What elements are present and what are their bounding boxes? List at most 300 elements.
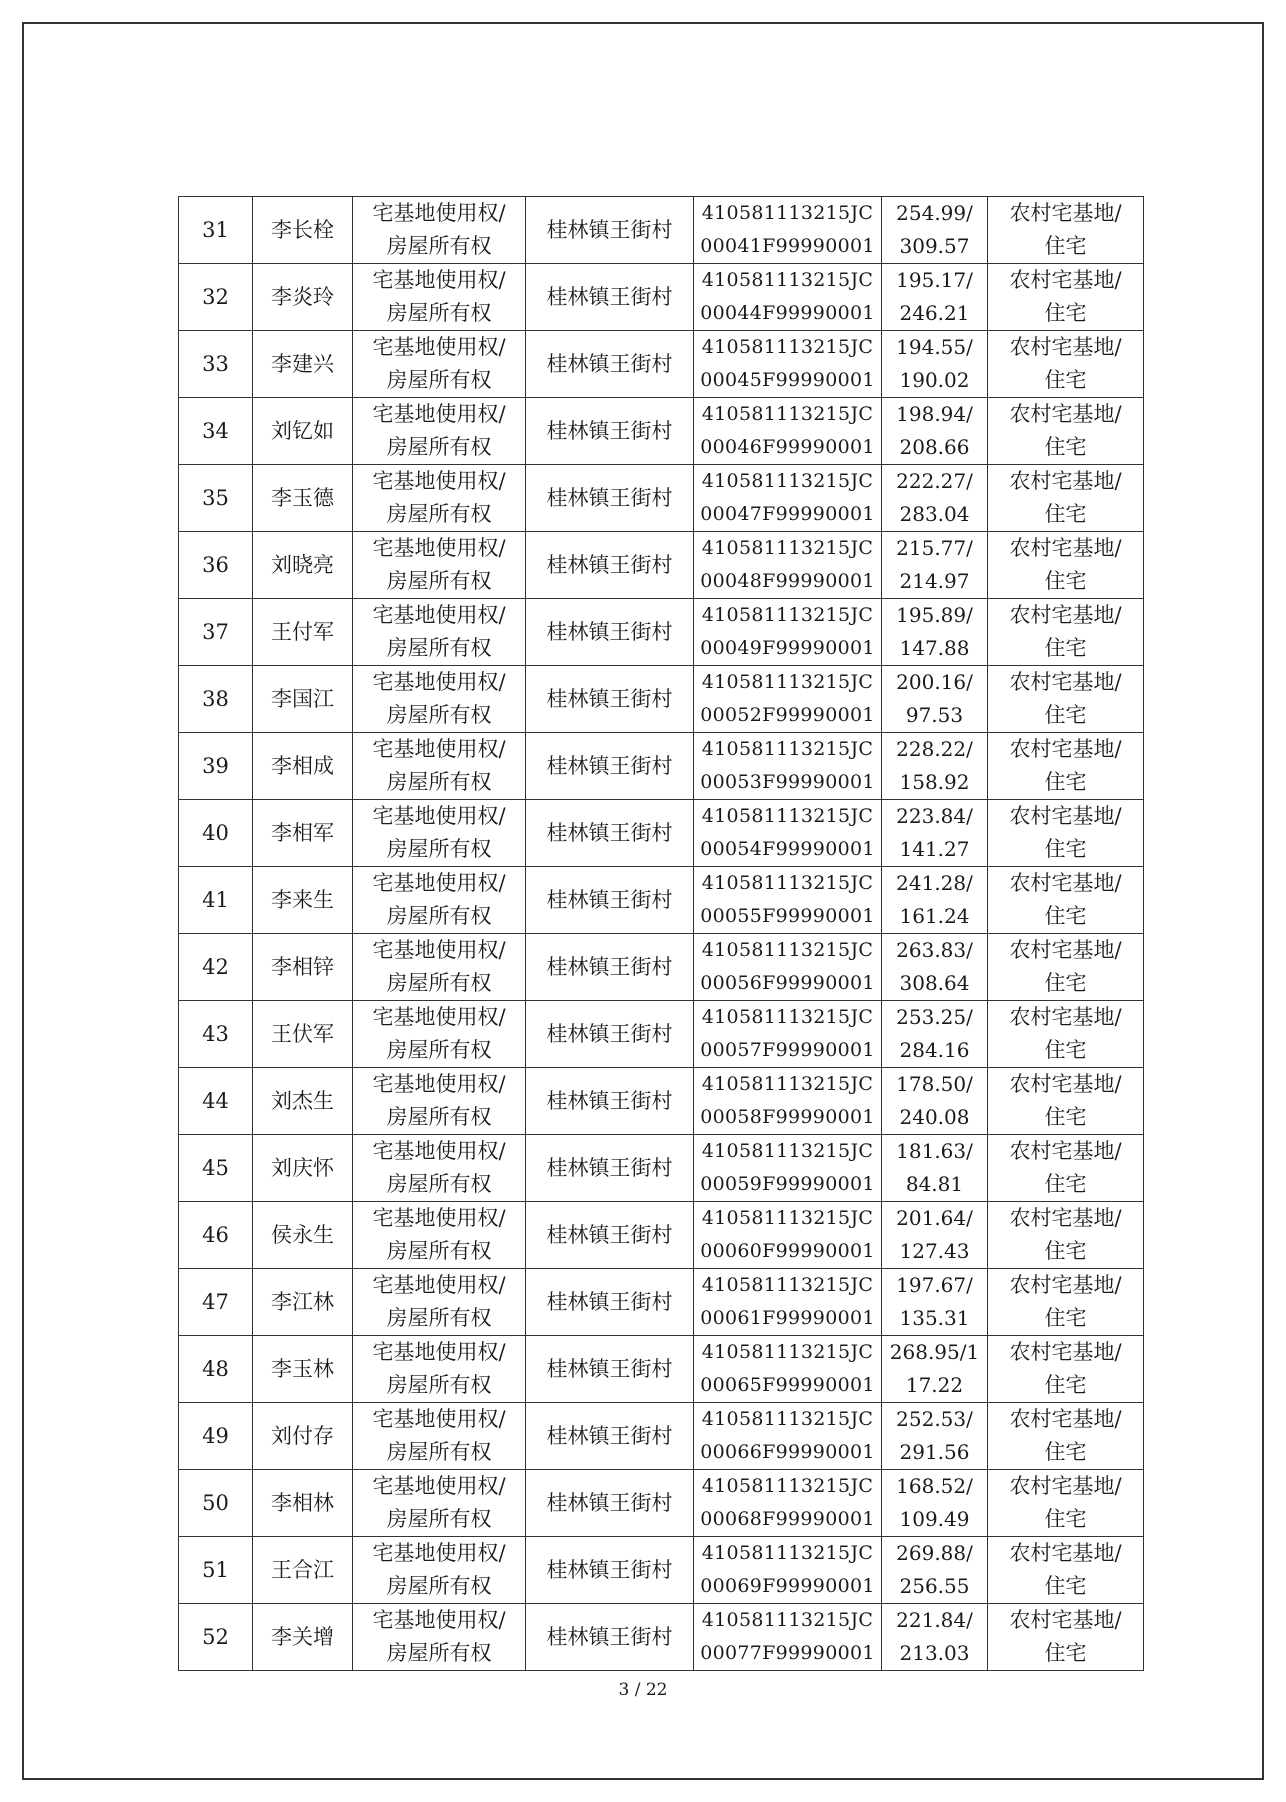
table-row: [179, 1068, 1144, 1135]
usage-cell: [988, 197, 1144, 264]
right-type-line-1: 宅基地使用权/: [372, 1608, 506, 1632]
right-type-line-1: 宅基地使用权/: [372, 335, 506, 359]
usage-cell: [988, 800, 1144, 867]
table-row: [179, 1202, 1144, 1269]
usage-line-2: 住宅: [1044, 1239, 1087, 1263]
unit-code-line-1: 410581113215JC: [701, 1073, 874, 1095]
right-type-line-2: 房屋所有权: [386, 837, 492, 861]
usage-line-1: 农村宅基地/: [1009, 1608, 1122, 1632]
area-cell: [882, 1269, 988, 1336]
usage-cell: [988, 867, 1144, 934]
right-type-line-2: 房屋所有权: [386, 1239, 492, 1263]
usage-line-2: 住宅: [1044, 1440, 1087, 1464]
unit-code-line-1: 410581113215JC: [701, 1140, 874, 1162]
usage-cell: [988, 1604, 1144, 1671]
usage-line-1: 农村宅基地/: [1009, 536, 1122, 560]
table-row: [179, 1135, 1144, 1202]
right-type-line-2: 房屋所有权: [386, 1641, 492, 1665]
row-number-cell: 51: [179, 1537, 253, 1604]
row-number-cell: 37: [179, 599, 253, 666]
table-body: [179, 197, 1144, 1671]
table-row: [179, 867, 1144, 934]
area-line-1: 221.84/: [896, 1608, 973, 1632]
area-line-1: 200.16/: [896, 670, 973, 694]
location-cell: 桂林镇王街村: [526, 1604, 694, 1671]
right-type-cell: [353, 599, 526, 666]
usage-line-2: 住宅: [1044, 904, 1087, 928]
right-type-line-2: 房屋所有权: [386, 1172, 492, 1196]
right-type-cell: [353, 1537, 526, 1604]
area-cell: [882, 1604, 988, 1671]
usage-line-2: 住宅: [1044, 1038, 1087, 1062]
area-cell: [882, 599, 988, 666]
right-type-line-1: 宅基地使用权/: [372, 1072, 506, 1096]
unit-code-line-2: 00068F99990001: [700, 1508, 875, 1530]
right-type-cell: [353, 1604, 526, 1671]
right-type-line-1: 宅基地使用权/: [372, 1474, 506, 1498]
location-cell: 桂林镇王街村: [526, 1403, 694, 1470]
right-type-cell: [353, 532, 526, 599]
right-type-line-1: 宅基地使用权/: [372, 603, 506, 627]
unit-code-cell: [694, 867, 882, 934]
unit-code-line-1: 410581113215JC: [701, 1274, 874, 1296]
right-type-line-1: 宅基地使用权/: [372, 1005, 506, 1029]
unit-code-line-1: 410581113215JC: [701, 1542, 874, 1564]
unit-code-line-2: 00053F99990001: [700, 771, 875, 793]
usage-line-1: 农村宅基地/: [1009, 871, 1122, 895]
table-row: [179, 398, 1144, 465]
location-cell: 桂林镇王街村: [526, 800, 694, 867]
unit-code-cell: [694, 331, 882, 398]
right-type-line-2: 房屋所有权: [386, 770, 492, 794]
area-line-1: 168.52/: [896, 1474, 973, 1498]
right-type-cell: [353, 733, 526, 800]
unit-code-line-2: 00045F99990001: [700, 369, 875, 391]
area-line-2: 208.66: [899, 435, 970, 459]
usage-line-2: 住宅: [1044, 502, 1087, 526]
unit-code-line-1: 410581113215JC: [701, 336, 874, 358]
usage-line-1: 农村宅基地/: [1009, 737, 1122, 761]
row-number-cell: 44: [179, 1068, 253, 1135]
row-number-cell: 31: [179, 197, 253, 264]
row-number-cell: 49: [179, 1403, 253, 1470]
table-row: [179, 666, 1144, 733]
unit-code-line-1: 410581113215JC: [701, 537, 874, 559]
unit-code-cell: [694, 666, 882, 733]
area-line-1: 228.22/: [896, 737, 973, 761]
unit-code-cell: [694, 1068, 882, 1135]
area-line-1: 268.95/1: [889, 1340, 980, 1364]
right-type-line-2: 房屋所有权: [386, 1105, 492, 1129]
row-number-cell: 41: [179, 867, 253, 934]
unit-code-line-1: 410581113215JC: [701, 1006, 874, 1028]
row-number-cell: 34: [179, 398, 253, 465]
right-type-line-1: 宅基地使用权/: [372, 402, 506, 426]
row-number-cell: 36: [179, 532, 253, 599]
owner-name-cell: 李江林: [253, 1269, 353, 1336]
unit-code-line-2: 00059F99990001: [700, 1173, 875, 1195]
area-cell: [882, 800, 988, 867]
table-row: [179, 733, 1144, 800]
owner-name-cell: 王伏军: [253, 1001, 353, 1068]
usage-line-2: 住宅: [1044, 1373, 1087, 1397]
owner-name-cell: 李玉林: [253, 1336, 353, 1403]
area-cell: [882, 1336, 988, 1403]
usage-line-1: 农村宅基地/: [1009, 1340, 1122, 1364]
usage-line-1: 农村宅基地/: [1009, 1072, 1122, 1096]
unit-code-line-2: 00065F99990001: [700, 1374, 875, 1396]
usage-cell: [988, 1269, 1144, 1336]
right-type-line-1: 宅基地使用权/: [372, 737, 506, 761]
unit-code-line-1: 410581113215JC: [701, 1341, 874, 1363]
unit-code-cell: [694, 1001, 882, 1068]
area-line-1: 254.99/: [896, 201, 973, 225]
right-type-line-2: 房屋所有权: [386, 368, 492, 392]
right-type-cell: [353, 197, 526, 264]
usage-line-2: 住宅: [1044, 234, 1087, 258]
usage-line-1: 农村宅基地/: [1009, 670, 1122, 694]
usage-cell: [988, 1135, 1144, 1202]
unit-code-cell: [694, 1336, 882, 1403]
right-type-line-2: 房屋所有权: [386, 971, 492, 995]
usage-cell: [988, 1470, 1144, 1537]
owner-name-cell: 李关增: [253, 1604, 353, 1671]
usage-line-1: 农村宅基地/: [1009, 1407, 1122, 1431]
right-type-line-2: 房屋所有权: [386, 1373, 492, 1397]
location-cell: 桂林镇王街村: [526, 666, 694, 733]
area-line-1: 201.64/: [896, 1206, 973, 1230]
location-cell: 桂林镇王街村: [526, 398, 694, 465]
area-line-1: 181.63/: [896, 1139, 973, 1163]
area-line-2: 97.53: [905, 703, 964, 727]
right-type-cell: [353, 1135, 526, 1202]
usage-cell: [988, 733, 1144, 800]
usage-line-1: 农村宅基地/: [1009, 469, 1122, 493]
unit-code-line-1: 410581113215JC: [701, 939, 874, 961]
table-row: [179, 264, 1144, 331]
usage-line-2: 住宅: [1044, 1306, 1087, 1330]
usage-line-2: 住宅: [1044, 435, 1087, 459]
unit-code-line-2: 00046F99990001: [700, 436, 875, 458]
unit-code-line-1: 410581113215JC: [701, 470, 874, 492]
unit-code-line-2: 00066F99990001: [700, 1441, 875, 1463]
area-line-2: 240.08: [899, 1105, 970, 1129]
usage-cell: [988, 264, 1144, 331]
table-row: [179, 1269, 1144, 1336]
unit-code-cell: [694, 934, 882, 1001]
area-cell: [882, 398, 988, 465]
unit-code-line-1: 410581113215JC: [701, 805, 874, 827]
right-type-line-1: 宅基地使用权/: [372, 1541, 506, 1565]
usage-cell: [988, 1537, 1144, 1604]
unit-code-cell: [694, 465, 882, 532]
usage-cell: [988, 666, 1144, 733]
area-line-2: 283.04: [899, 502, 970, 526]
usage-line-2: 住宅: [1044, 1172, 1087, 1196]
row-number-cell: 32: [179, 264, 253, 331]
right-type-line-1: 宅基地使用权/: [372, 1273, 506, 1297]
row-number-cell: 47: [179, 1269, 253, 1336]
usage-cell: [988, 465, 1144, 532]
location-cell: 桂林镇王街村: [526, 465, 694, 532]
registry-table: [178, 196, 1144, 1671]
unit-code-line-2: 00047F99990001: [700, 503, 875, 525]
area-cell: [882, 264, 988, 331]
right-type-line-2: 房屋所有权: [386, 904, 492, 928]
usage-line-2: 住宅: [1044, 1574, 1087, 1598]
area-cell: [882, 1537, 988, 1604]
row-number-cell: 45: [179, 1135, 253, 1202]
right-type-line-2: 房屋所有权: [386, 502, 492, 526]
usage-cell: [988, 934, 1144, 1001]
unit-code-line-1: 410581113215JC: [701, 269, 874, 291]
usage-line-1: 农村宅基地/: [1009, 938, 1122, 962]
area-cell: [882, 1001, 988, 1068]
unit-code-line-1: 410581113215JC: [701, 604, 874, 626]
owner-name-cell: 侯永生: [253, 1202, 353, 1269]
owner-name-cell: 李来生: [253, 867, 353, 934]
table-row: [179, 1604, 1144, 1671]
owner-name-cell: 刘付存: [253, 1403, 353, 1470]
usage-line-2: 住宅: [1044, 1105, 1087, 1129]
unit-code-line-2: 00077F99990001: [700, 1642, 875, 1664]
right-type-line-2: 房屋所有权: [386, 435, 492, 459]
location-cell: 桂林镇王街村: [526, 1202, 694, 1269]
usage-cell: [988, 1336, 1144, 1403]
area-line-1: 252.53/: [896, 1407, 973, 1431]
area-cell: [882, 934, 988, 1001]
table-row: [179, 934, 1144, 1001]
row-number-cell: 43: [179, 1001, 253, 1068]
table-row: [179, 1403, 1144, 1470]
unit-code-cell: [694, 1269, 882, 1336]
location-cell: 桂林镇王街村: [526, 1001, 694, 1068]
area-line-2: 135.31: [899, 1306, 970, 1330]
area-cell: [882, 1135, 988, 1202]
unit-code-line-2: 00049F99990001: [700, 637, 875, 659]
owner-name-cell: 刘钇如: [253, 398, 353, 465]
right-type-line-1: 宅基地使用权/: [372, 1340, 506, 1364]
row-number-cell: 50: [179, 1470, 253, 1537]
unit-code-line-2: 00060F99990001: [700, 1240, 875, 1262]
usage-line-1: 农村宅基地/: [1009, 268, 1122, 292]
usage-line-2: 住宅: [1044, 1507, 1087, 1531]
row-number-cell: 52: [179, 1604, 253, 1671]
area-line-1: 269.88/: [896, 1541, 973, 1565]
right-type-line-1: 宅基地使用权/: [372, 1407, 506, 1431]
unit-code-cell: [694, 1537, 882, 1604]
usage-cell: [988, 1068, 1144, 1135]
area-cell: [882, 666, 988, 733]
owner-name-cell: 刘杰生: [253, 1068, 353, 1135]
area-cell: [882, 331, 988, 398]
area-line-1: 178.50/: [896, 1072, 973, 1096]
usage-line-2: 住宅: [1044, 301, 1087, 325]
usage-line-1: 农村宅基地/: [1009, 402, 1122, 426]
table-row: [179, 532, 1144, 599]
right-type-line-1: 宅基地使用权/: [372, 469, 506, 493]
area-line-2: 190.02: [899, 368, 970, 392]
area-cell: [882, 197, 988, 264]
location-cell: 桂林镇王街村: [526, 599, 694, 666]
location-cell: 桂林镇王街村: [526, 264, 694, 331]
table-row: [179, 1470, 1144, 1537]
area-line-1: 197.67/: [896, 1273, 973, 1297]
usage-line-1: 农村宅基地/: [1009, 1206, 1122, 1230]
owner-name-cell: 李相林: [253, 1470, 353, 1537]
usage-cell: [988, 331, 1144, 398]
location-cell: 桂林镇王街村: [526, 733, 694, 800]
usage-cell: [988, 1202, 1144, 1269]
area-cell: [882, 867, 988, 934]
right-type-line-1: 宅基地使用权/: [372, 670, 506, 694]
usage-line-1: 农村宅基地/: [1009, 335, 1122, 359]
area-line-1: 241.28/: [896, 871, 973, 895]
area-line-1: 195.89/: [896, 603, 973, 627]
unit-code-line-1: 410581113215JC: [701, 1408, 874, 1430]
right-type-line-2: 房屋所有权: [386, 569, 492, 593]
page-number: 3 / 22: [618, 1680, 668, 1700]
usage-line-2: 住宅: [1044, 368, 1087, 392]
unit-code-cell: [694, 264, 882, 331]
area-cell: [882, 1403, 988, 1470]
unit-code-line-1: 410581113215JC: [701, 671, 874, 693]
area-cell: [882, 1470, 988, 1537]
unit-code-line-1: 410581113215JC: [701, 738, 874, 760]
unit-code-line-2: 00048F99990001: [700, 570, 875, 592]
unit-code-line-1: 410581113215JC: [701, 1609, 874, 1631]
unit-code-line-2: 00069F99990001: [700, 1575, 875, 1597]
right-type-cell: [353, 867, 526, 934]
area-cell: [882, 1202, 988, 1269]
usage-line-2: 住宅: [1044, 703, 1087, 727]
usage-cell: [988, 1403, 1144, 1470]
area-line-2: 109.49: [899, 1507, 970, 1531]
right-type-line-1: 宅基地使用权/: [372, 1139, 506, 1163]
location-cell: 桂林镇王街村: [526, 867, 694, 934]
table-row: [179, 465, 1144, 532]
row-number-cell: 35: [179, 465, 253, 532]
usage-cell: [988, 1001, 1144, 1068]
area-cell: [882, 532, 988, 599]
row-number-cell: 39: [179, 733, 253, 800]
right-type-line-1: 宅基地使用权/: [372, 1206, 506, 1230]
usage-line-1: 农村宅基地/: [1009, 1005, 1122, 1029]
area-cell: [882, 1068, 988, 1135]
usage-line-1: 农村宅基地/: [1009, 1541, 1122, 1565]
right-type-cell: [353, 465, 526, 532]
owner-name-cell: 刘庆怀: [253, 1135, 353, 1202]
unit-code-line-2: 00056F99990001: [700, 972, 875, 994]
usage-line-1: 农村宅基地/: [1009, 1139, 1122, 1163]
right-type-line-2: 房屋所有权: [386, 636, 492, 660]
location-cell: 桂林镇王街村: [526, 1336, 694, 1403]
unit-code-cell: [694, 398, 882, 465]
area-line-1: 194.55/: [896, 335, 973, 359]
area-line-1: 198.94/: [896, 402, 973, 426]
area-line-2: 147.88: [899, 636, 970, 660]
right-type-cell: [353, 398, 526, 465]
area-line-2: 256.55: [899, 1574, 970, 1598]
right-type-cell: [353, 331, 526, 398]
table-row: [179, 1537, 1144, 1604]
table-row: [179, 331, 1144, 398]
unit-code-cell: [694, 1470, 882, 1537]
unit-code-line-1: 410581113215JC: [701, 1207, 874, 1229]
unit-code-cell: [694, 532, 882, 599]
unit-code-line-2: 00061F99990001: [700, 1307, 875, 1329]
unit-code-line-2: 00041F99990001: [700, 235, 875, 257]
owner-name-cell: 李炎玲: [253, 264, 353, 331]
unit-code-cell: [694, 800, 882, 867]
right-type-line-2: 房屋所有权: [386, 703, 492, 727]
usage-line-2: 住宅: [1044, 770, 1087, 794]
usage-line-1: 农村宅基地/: [1009, 201, 1122, 225]
row-number-cell: 46: [179, 1202, 253, 1269]
right-type-cell: [353, 1068, 526, 1135]
row-number-cell: 40: [179, 800, 253, 867]
table-row: [179, 599, 1144, 666]
area-line-2: 141.27: [899, 837, 970, 861]
unit-code-line-2: 00044F99990001: [700, 302, 875, 324]
right-type-cell: [353, 1269, 526, 1336]
area-cell: [882, 733, 988, 800]
right-type-cell: [353, 800, 526, 867]
unit-code-cell: [694, 197, 882, 264]
right-type-cell: [353, 1470, 526, 1537]
area-line-1: 195.17/: [896, 268, 973, 292]
unit-code-line-2: 00058F99990001: [700, 1106, 875, 1128]
location-cell: 桂林镇王街村: [526, 1135, 694, 1202]
area-cell: [882, 465, 988, 532]
unit-code-line-1: 410581113215JC: [701, 1475, 874, 1497]
area-line-2: 127.43: [899, 1239, 970, 1263]
area-line-1: 263.83/: [896, 938, 973, 962]
usage-line-2: 住宅: [1044, 569, 1087, 593]
row-number-cell: 33: [179, 331, 253, 398]
usage-cell: [988, 532, 1144, 599]
area-line-1: 215.77/: [896, 536, 973, 560]
area-line-2: 214.97: [899, 569, 970, 593]
usage-line-2: 住宅: [1044, 971, 1087, 995]
owner-name-cell: 李玉德: [253, 465, 353, 532]
right-type-line-1: 宅基地使用权/: [372, 804, 506, 828]
owner-name-cell: 李相成: [253, 733, 353, 800]
table-row: [179, 800, 1144, 867]
unit-code-cell: [694, 733, 882, 800]
usage-line-2: 住宅: [1044, 636, 1087, 660]
location-cell: 桂林镇王街村: [526, 532, 694, 599]
usage-line-1: 农村宅基地/: [1009, 603, 1122, 627]
owner-name-cell: 李长栓: [253, 197, 353, 264]
location-cell: 桂林镇王街村: [526, 197, 694, 264]
usage-cell: [988, 398, 1144, 465]
unit-code-line-1: 410581113215JC: [701, 872, 874, 894]
table-row: [179, 197, 1144, 264]
usage-line-1: 农村宅基地/: [1009, 1474, 1122, 1498]
location-cell: 桂林镇王街村: [526, 934, 694, 1001]
row-number-cell: 38: [179, 666, 253, 733]
owner-name-cell: 王合江: [253, 1537, 353, 1604]
area-line-2: 158.92: [899, 770, 970, 794]
right-type-line-2: 房屋所有权: [386, 1507, 492, 1531]
location-cell: 桂林镇王街村: [526, 331, 694, 398]
unit-code-line-1: 410581113215JC: [701, 202, 874, 224]
area-line-2: 161.24: [899, 904, 970, 928]
usage-cell: [988, 599, 1144, 666]
table-row: [179, 1001, 1144, 1068]
area-line-1: 223.84/: [896, 804, 973, 828]
